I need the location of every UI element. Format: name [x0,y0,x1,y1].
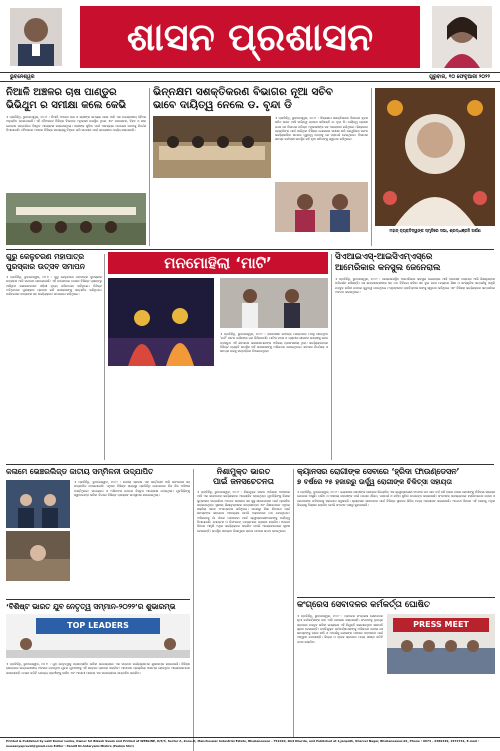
article-4 [6,252,102,462]
article-9-headline: କ୍ୟାନସର ରୋଗୀଙ୍କ ସେବାରେ ‘ହ୍ରିଦା ଫାଉଣ୍ଡେସନ’ [297,467,460,476]
article-1-headline: ନିଆଳି ଅଞ୍ଚଳର ଚାଷ ପାଣ୍ଡୁର [6,87,117,98]
article-11-photo [6,614,190,658]
footer [0,737,500,750]
article-10 [297,600,495,736]
article-11-body: ଏ ପ୍ରତିନିଧି, ଭୁବନେଶ୍ୱର, ୧୦।୨ : ଯୁବ ନେତୃତ୍ୱକୁ ପ୍ରୋତ୍ସାହିତ କରିବା ଉଦ୍ଦେଶ୍ୟରେ ଏକ ସମ୍ମାନ କାର୍ଯ୍ୟକ୍ରମର ଶୁଭାରମ୍ଭ କରାଯାଇଛି। ବିଭିନ୍ନ କ୍ଷେତ୍ରରେ ଉଲ୍ଲେଖନୀୟ ଅବଦାନ ଦେଇଥିବା ଯୁବକ ଯୁବତୀଙ୍କୁ ଏହି ସମ୍ମାନ ପ୍ରଦାନ କରାଯିବ। ଆବେଦନ ପ୍ରକ୍ରିୟା ଆରମ୍ଭ ହୋଇଥିବା ଆୟୋଜକମାନେ ଜଣାଇଛନ୍ତି। ଚୟନ କମିଟି ଯୋଗ୍ୟ ପ୍ରାର୍ଥୀଙ୍କୁ ବାଛିବ ଏବଂ ଆଗାମୀ ମାସରେ ଏକ ସମାରୋହରେ ସମ୍ମାନିତ କରାଯିବ। [6,662,191,675]
article-7-photo-1 [6,480,70,528]
article-5 [108,252,328,462]
article-6-subhead: ଆମେରିକାର କନସୁଲ ଜେନେରାଲ [335,263,441,273]
article-1-photo [6,193,146,245]
article-9-body: ଏ ପ୍ରତିନିଧି, ଭୁବନେଶ୍ୱର, ୧୦।୨ : କ୍ୟାନସର ରୋଗୀଙ୍କ ସେବାରେ ନିୟୋଜିତ ଏକ ସ୍ୱେଚ୍ଛାସେବୀ ସଂଗଠନ ଗତ ସାତ ବର୍ଷ ଧରି ହଜାର ହଜାର ରୋଗୀଙ୍କୁ ଚିକିତ୍ସା ସହାୟତା ଯୋଗାଇ ଆସୁଛି। ଗରିବ ଓ ଅସହାୟ ରୋଗୀଙ୍କ ପାଇଁ ମାଗଣା ଔଷଧ, ପରାମର୍ଶ ଓ ରହିବା ସୁବିଧା ଉପଲବ୍ଧ କରାଯାଉଛି। ସଂଗଠନର ସଦସ୍ୟମାନେ ହସ୍ପିଟାଲରେ ରୋଗୀ ଓ ସେମାନଙ୍କ ପରିବାରକୁ ସହଯୋଗ କରୁଛନ୍ତି। କ୍ୟାନସର ସଚେତନତା ପାଇଁ ବିଭିନ୍ନ ସ୍ଥାନରେ ଶିବିର ମଧ୍ୟ ଆୟୋଜନ କରାଯାଉଛି। ଆଗାମୀ ଦିନରେ ଏହି ସେବାକୁ ଅଧିକ ଜିଲ୍ଲାକୁ ବିସ୍ତାର କରାଯିବ ବୋଲି ସଂଗଠନ ପକ୍ଷରୁ କୁହାଯାଇଛି। [297,490,496,507]
article-10-body-right [387,678,495,736]
article-7-body: ଏ ପ୍ରତିନିଧି, ଭୁବନେଶ୍ୱର, ୧୦।୨ : ଜାତୀୟ ସ୍ତରର ଏକ ସମ୍ମିଳନୀ ଆଜି ସଫଳତାର ସହ ଉଦ୍‌ଯାପିତ ହୋଇଯାଇଛି। ଏଥିରେ ବିଭିନ୍ନ ରାଜ୍ୟରୁ ପ୍ରତିନିଧି ଯୋଗଦେଇ ନିଜ ନିଜ ଅଭିଜ୍ଞତା ବାଣ୍ଟିଥିଲେ। ଉଦ୍ୟୋଗ ଓ ଅଭିନବତା ଉପରେ ବିସ୍ତୃତ ଆଲୋଚନା ହୋଇଥିଲା। ଯୁବପିଢ଼ିଙ୍କୁ ସ୍ୱାବଲମ୍ବୀ କରିବା ଦିଗରେ ବିଭିନ୍ନ ପ୍ରସ୍ତାବ ଉପସ୍ଥାପନ କରାଯାଇଥିଲା। [74,480,191,497]
article-9-subhead: ୭ ବର୍ଷରେ ୨୫ ହଜାରରୁ ଊର୍ଦ୍ଧ୍ୱ ରୋଗୀଙ୍କ ଚିକିତ୍ସା ସହାୟତା [297,478,452,486]
article-1 [6,86,146,246]
issue-date: ଗୁରୁବାର, ୧୦ ଫେବୃଆରୀ ୨୦୨୨ [429,74,490,80]
article-7-headline: କଳାମେ ଭେଞ୍ଚରଲିଜ୍ଡ ଜାତୀୟ ସମ୍ମିଳନୀ ଉଦ୍‌ଯାପିତ [6,467,154,476]
left-info: ଭୁବନେଶ୍ୱର [10,74,35,80]
article-6-body: ଏ ପ୍ରତିନିଧି, ଭୁବନେଶ୍ୱର, ୧୦।୨ : କୋଲକାତାସ୍ଥିତ ଆମେରିକାର କନସୁଲ ଜେନେରାଲ ଆଜି ରାଜଧାନୀ ଗସ୍ତରେ ଆସି ଶିକ୍ଷାନୁଷ୍ଠାନ ପରିଦର୍ଶନ କରିଛନ୍ତି। ସେ ଛାତ୍ରଛାତ୍ରୀଙ୍କ ସହ ମତ ବିନିମୟ କରିବା ସହ ଦୁଇ ଦେଶ ମଧ୍ୟରେ ଶିକ୍ଷା ଓ ସାଂସ୍କୃତିକ ସମ୍ପର୍କକୁ ଆହୁରି ମଜବୁତ କରିବା ଉପରେ ଗୁରୁତ୍ୱ ଦେଇଥିଲେ। ଅନୁଷ୍ଠାନର ପ୍ରତିଷ୍ଠାତା ତାଙ୍କୁ ସ୍ୱାଗତ କରିଥିଲେ ଏବଂ ବିଭିନ୍ନ କାର୍ଯ୍ୟକ୍ରମ ସମ୍ପର୍କରେ ଅବଗତ କରାଇଥିଲେ। [335,277,496,294]
article-11 [6,602,190,736]
article-10-photo [387,614,495,674]
article-3-photo [375,88,495,226]
article-1-body: ଏ ପ୍ରତିନିଧି, ଭୁବନେଶ୍ୱର, ୧୦।୨ : ନିଆଳି ଅଞ୍ଚଳର ଚାଷ ଓ ଚାଷୀଙ୍କ ସମସ୍ୟା ନେଇ ଆଜି ଏକ ଉଚ୍ଚସ୍ତରୀୟ ବୈଠକ ଅନୁଷ୍ଠିତ ହୋଇଯାଇଛି। ଏହି ବୈଠକରେ ବିଭିନ୍ନ ବିଭାଗର ଅଧିକାରୀ ଉପସ୍ଥିତ ଥିଲେ ଏବଂ ଜଳସେଚନ, ବିହନ ଓ ସାର ଯୋଗାଣ ସମ୍ପର୍କରେ ବିସ୍ତୃତ ଆଲୋଚନା କରାଯାଇଥିଲା। ଚାଷୀଙ୍କ ସୁବିଧା ପାଇଁ ଆବଶ୍ୟକ ପଦକ୍ଷେପ ନେବାକୁ ନିର୍ଦ୍ଦେଶ ଦିଆଯାଇଛି। ବୈଠକରେ ଅଞ୍ଚଳର ବିଭିନ୍ନ ସମସ୍ୟାକୁ ଚିହ୍ନଟ କରି ସମାଧାନ ପାଇଁ ସମୟସୀମା ଧାର୍ଯ୍ୟ କରାଯାଇଛି। [6,115,147,132]
article-7 [6,467,190,597]
article-10-headline: କଂଗ୍ରେସ ସେବାଦଳର କର୍ମକର୍ତ୍ତା ଘୋଷିତ [297,600,430,610]
article-6-headline: ସିଏଆଇଏସ୍-ଆଇସିଏମ୍‌ଏସ୍‌ରେ [335,252,433,262]
article-5-headline: ମନମୋହିଲା ‘ମାଟି’ [108,252,328,274]
article-8 [197,467,290,735]
article-1-subhead: ଭିଭିଥୁମ ର ସମୀକ୍ଷା କଲେ କେଭି [6,100,127,111]
article-5-body-left [108,370,214,460]
article-2-photo-small [275,182,368,232]
article-2-subhead: ଭାବେ ଦାୟିତ୍ୱ ନେଲେ ଡ. ବୃନ୍ଦା ଡି [153,99,292,111]
article-8-subhead: ପାଇଁ ଜନସଚେତନତା [213,477,274,486]
article-8-headline: ନିଶାମୁକ୍ତ ଭାରତ [216,467,271,476]
article-5-body: ଏ ପ୍ରତିନିଧି, ଭୁବନେଶ୍ୱର, ୧୦।୨ : ରାଜଧାନୀର ରବୀନ୍ଦ୍ର ମଣ୍ଡପରେ ମଞ୍ଚସ୍ଥ ହୋଇଥିବା ‘ମାଟି’ ନାଟକ ଦର୍ଶକଙ୍କ ମନ ଜିଣିନେଇଛି। ମାଟିର ମହକ ଓ ଗ୍ରାମୀଣ ଜୀବନର କାହାଣୀକୁ ନେଇ ପ୍ରସ୍ତୁତ ଏହି ନାଟକରେ କଳାକାରମାନଙ୍କ ଅଭିନୟ ପ୍ରଶଂସନୀୟ ଥିଲା। କାର୍ଯ୍ୟକ୍ରମରେ ବିଶିଷ୍ଟ ବ୍ୟକ୍ତି ଉପସ୍ଥିତ ରହି କଳାକାରଙ୍କୁ ଅଭିନନ୍ଦନ ଜଣାଇଥିଲେ। ନାଟକର ନିର୍ଦ୍ଦେଶକ ଓ ସମଗ୍ର ଦଳକୁ ସମ୍ବର୍ଦ୍ଧନା ଦିଆଯାଇଥିଲା। [220,332,329,354]
article-2-body: ଏ ପ୍ରତିନିଧି, ଭୁବନେଶ୍ୱର, ୧୦।୨ : ଭିନ୍ନକ୍ଷମ ସଶକ୍ତିକରଣ ବିଭାଗର ନୂତନ ସଚିବ ଭାବେ ଆଜି ଦାୟିତ୍ୱ ଗ୍ରହଣ କରିଛନ୍ତି ଡ. ବୃନ୍ଦା ଡି। ଦାୟିତ୍ୱ ଗ୍ରହଣ ପରେ ସେ ବିଭାଗର ବରିଷ୍ଠ ଅଧିକାରୀଙ୍କ ସହ ଆଲୋଚନା କରିଥିଲେ। ଭିନ୍ନକ୍ଷମ ବ୍ୟକ୍ତିଙ୍କ ପାଇଁ ଚାଲିଥିବା ବିଭିନ୍ନ ଯୋଜନାର ସମୀକ୍ଷା କରି ସେଗୁଡ଼ିକର ସଫଳ କାର୍ଯ୍ୟକାରିତା ଉପରେ ଗୁରୁତ୍ୱ ଦେବାକୁ ସେ ପରାମର୍ଶ ଦେଇଥିଲେ। ବିଭାଗର ସମସ୍ତ କର୍ମଚାରୀ ଉପସ୍ଥିତ ରହି ନୂଆ ସଚିବଙ୍କୁ ସ୍ୱାଗତ କରିଥିଲେ। [275,116,369,142]
article-8-body: ଏ ପ୍ରତିନିଧି, ଭୁବନେଶ୍ୱର, ୧୦।୨ : ନିଶାମୁକ୍ତ ଭାରତ ଅଭିଯାନ ଅଧୀନରେ ଆଜି ଏକ ସଚେତନତା କାର୍ଯ୍ୟକ୍ରମ ଆୟୋଜିତ ହୋଇଥିଲା। ଯୁବପିଢ଼ିଙ୍କୁ ନିଶାର କୁପ୍ରଭାବ ସମ୍ପର୍କରେ ଅବଗତ କରାଇବା ସହ ସୁସ୍ଥ ଜୀବନଯାପନ ପାଇଁ ପ୍ରେରିତ କରାଯାଇଥିଲା। ସ୍ଥାନୀୟ ଶିକ୍ଷାନୁଷ୍ଠାନର ଛାତ୍ରଛାତ୍ରୀ ଏବଂ ଶିକ୍ଷକମାନେ ଏଥିରେ ସକ୍ରିୟ ଭାବେ ଅଂଶଗ୍ରହଣ କରିଥିଲେ। ସମାଜରୁ ନିଶା ନିବାରଣ ପାଇଁ ସମସ୍ତଙ୍କ ସହଯୋଗ ଆବଶ୍ୟକ ବୋଲି ବକ୍ତାମାନେ ମତ ଦେଇଥିଲେ। ଅଭିଯାନକୁ ଗାଁ ଗାଁରେ ପହଞ୍ଚାଇବା ପାଇଁ ସ୍ୱେଚ୍ଛାସେବୀମାନଙ୍କୁ ଦାୟିତ୍ୱ ଦିଆଯାଇଛି। ପୋଷ୍ଟର ଓ ଲିଫଲେଟ୍ ମାଧ୍ୟମରେ ପ୍ରଚାର କରାଯିବ। ଆଗାମୀ ଦିନରେ ଆହୁରି ଅଧିକ କାର୍ଯ୍ୟକ୍ରମ କରାଯିବ ବୋଲି ଆୟୋଜକମାନେ ସୂଚନା ଦେଇଛନ୍ତି। ଉପସ୍ଥିତ ସମସ୍ତେ ନିଶାମୁକ୍ତ ସମାଜ ଗଠନର ଶପଥ ନେଇଥିଲେ। [197,490,291,533]
banner-text: TOP LEADERS [67,621,129,630]
article-2 [153,86,368,246]
article-7-photo-2 [6,531,70,581]
right-portrait-photo [432,6,492,68]
article-6 [335,252,495,462]
article-10-body: ଏ ପ୍ରତିନିଧି, ଭୁବନେଶ୍ୱର, ୧୦।୨ : ପ୍ରଦେଶ କଂଗ୍ରେସ ସେବାଦଳର ନୂଆ କର୍ମକର୍ତ୍ତାଙ୍କ ନାମ ଆଜି ଘୋଷଣା କରାଯାଇଛି। ସଂଗଠନକୁ ତୃଣମୂଳ ସ୍ତରରେ ମଜବୁତ କରିବା ଲକ୍ଷ୍ୟରେ ଏହି ନିଯୁକ୍ତି କରାଯାଇଥିବା ସଭାପତି ସୂଚନା ଦେଇଛନ୍ତି। ନବନିଯୁକ୍ତ କର୍ମକର୍ତ୍ତାମାନଙ୍କୁ ଅଭିନନ୍ଦନ ଜଣାଇ ସେ ସମସ୍ତଙ୍କୁ ଦଳର ନୀତି ଓ ଆଦର୍ଶକୁ ଲୋକଙ୍କ ପାଖରେ ପହଞ୍ଚାଇବା ପାଇଁ ଆହ୍ୱାନ ଦେଇଛନ୍ତି। ଜିଲ୍ଲା ଓ ବ୍ଲକ ସ୍ତରରେ ମଧ୍ୟ ଶୀଘ୍ର କମିଟି ଗଠନ କରାଯିବ। [297,614,384,644]
article-11-headline: ‘ବିଶିଷ୍ଟ ଭାରତ ଯୁବ ନେତୃତ୍ୱ ସମ୍ମାନ-୨୦୨୨’ର ଶୁଭାରମ୍ଭ [6,602,176,611]
article-3-caption: ମହାନ୍ ବ୍ୟକ୍ତିତ୍ୱଙ୍କ ସ୍ମୃତିରେ ସଭା, ଶ୍ରଦ୍ଧାଞ୍ଜଳି ଅର୍ପଣ [389,228,481,233]
masthead-title: ଶାସନ ପ୍ରଶାସନ [80,6,420,68]
article-4-headline: ଗୁରୁ କେଳୁଚରଣ ମହାପାତ୍ର [6,252,85,261]
article-3 [375,88,495,246]
masthead-strip [0,72,500,82]
article-2-photo [153,116,271,178]
press-meet-banner: PRESS MEET [413,620,469,629]
left-portrait-photo [10,8,62,66]
masthead [0,0,500,82]
article-2-headline: ଭିନ୍ନକ୍ଷମ ସଶକ୍ତିକରଣ ବିଭାଗର ନୂଆ ସଚିବ [153,86,333,98]
article-9 [297,467,495,595]
article-5-photo-guests [220,278,328,328]
article-4-subhead: ପୁରସ୍କାର ଉତ୍ସବ ସମାପନ [6,262,85,271]
article-2-body-continued [153,182,271,234]
article-5-photo-stage [108,278,214,366]
footer-imprint: Printed & Published by Lalit Kumar Lenka, Owner Sri Bikash Swain and Printed at WEBLINE, D/3/3, Sector A, Zone-D, Mancheswar Industrial Estate, Bhubaneswar - 751010, Dist Khurda, and Published at 1,Janpath, Kharvel Nagar, Bhubaneswar-01, Phone : 0674 - 2389449, 2572741, E-mail : newsanyapravat@gmail.com Editor : Pandit Dr.Antaryami Mishra (Padma Shri) [6,739,479,748]
article-4-body: ଏ ପ୍ରତିନିଧି, ଭୁବନେଶ୍ୱର, ୧୦।୨ : ଗୁରୁ କେଳୁଚରଣ ମହାପାତ୍ର ପୁରସ୍କାର ଉତ୍ସବର ଆଜି ସମାପନ ହୋଇଯାଇଛି। ଏହି ଉତ୍ସବରେ ଦେଶର ବିଭିନ୍ନ ପ୍ରାନ୍ତରୁ ଆସିଥିବା କଳାକାରମାନେ ଓଡ଼ିଶୀ ନୃତ୍ୟ ପରିବେଷଣ କରିଥିଲେ। ବିଶିଷ୍ଟ ଅତିଥିମାନେ ପୁରସ୍କାର ପ୍ରଦାନ କରି କଳାକାରଙ୍କୁ ସମ୍ମାନିତ କରିଥିଲେ। ଦର୍ଶକମାନେ ଉତ୍ସାହର ସହ କାର୍ଯ୍ୟକ୍ରମ ଉପଭୋଗ କରିଥିଲେ। [6,275,103,297]
